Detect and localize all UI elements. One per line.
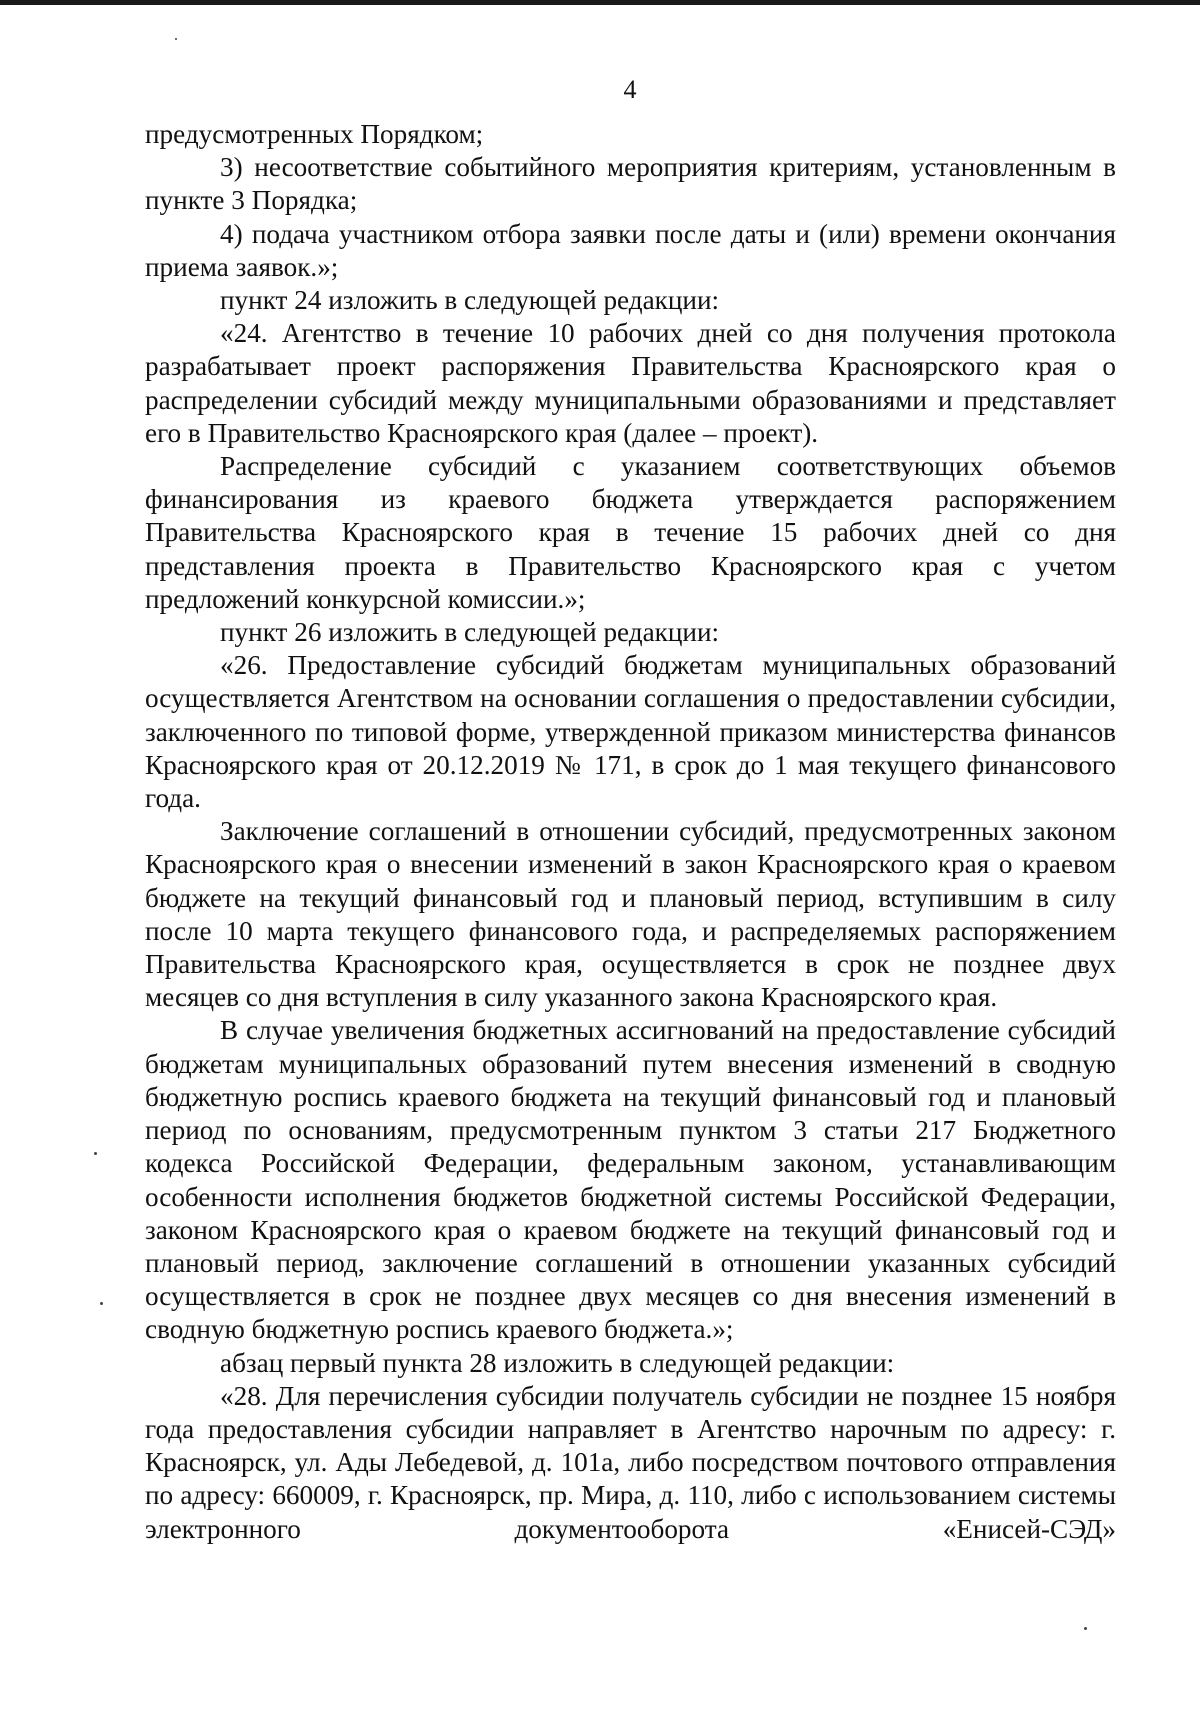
paragraph-point-28: «28. Для перечисления субсидии получатель субсидии не позднее 15 ноября года предоставления субсидии направляет в Агентство нарочным по адресу: г. Красноярск, ул. Ады Лебедевой, д. 101а, либо посредством почтового отправления по адресу: 660009, г. Красноярск, пр. Мира, д. 110, либо с использованием системы электронного документооборота «Енисей-СЭД»: [145, 1380, 1116, 1544]
paragraph-amend-24: пункт 24 изложить в следующей редакции:: [220, 285, 720, 316]
paragraph-distribution: Распределение субсидий с указанием соответствующих объемов финансирования из краевого бюджета утверждается распоряжением Правительства Красноярского края в течение 15 рабочих дней со дня представления проекта в Правительство Красноярского края с учетом предложений конкурсной комиссии.»;: [145, 451, 1116, 614]
paragraph-amend-28: абзац первый пункта 28 изложить в следующей редакции:: [220, 1347, 895, 1378]
paragraph-agreements: Заключение соглашений в отношении субсидий, предусмотренных законом Красноярского края о внесении изменений в закон Красноярского края о краевом бюджете на текущий финансовый год и плановый период, вступившим в силу после 10 марта текущего финансового года, и распределяемых распоряжением Правительства Красноярского края, осуществляется в срок не позднее двух месяцев со дня вступления в силу указанного закона Красноярского края.: [145, 816, 1116, 1013]
paragraph-continuation: предусмотренных Порядком;: [145, 119, 484, 149]
scan-speck: [100, 1302, 103, 1305]
paragraph-point-24: «24. Агентство в течение 10 рабочих дней со дня получения протокола разрабатывает проект распоряжения Правительства Красноярского края о распределении субсидий между муниципальными образованиями и представляет его в Правительство Красноярского края (далее – проект).: [145, 318, 1116, 448]
scan-top-edge: [0, 0, 1200, 5]
scan-speck: [1084, 1627, 1087, 1630]
scan-speck: [94, 1152, 97, 1155]
paragraph-budget-increase: В случае увеличения бюджетных ассигнований на предоставление субсидий бюджетам муниципальных образований путем внесения изменений в сводную бюджетную роспись краевого бюджета на текущий финансовый год и плановый период по основаниям, предусмотренным пунктом 3 статьи 217 Бюджетного кодекса Российской Федерации, федеральным законом, устанавливающим особенности исполнения бюджетов бюджетной системы Российской Федерации, законом Красноярского края о краевом бюджете на текущий финансовый год и плановый период, заключение соглашений в отношении указанных субсидий осуществляется в срок не позднее двух месяцев со дня внесения изменений в сводную бюджетную роспись краевого бюджета.»;: [145, 1015, 1116, 1345]
scan-speck: [175, 38, 177, 40]
document-body: [145, 118, 1116, 1546]
paragraph-point-26: «26. Предоставление субсидий бюджетам муниципальных образований осуществляется Агентством на основании соглашения о предоставлении субсидии, заключенного по типовой форме, утвержденной приказом министерства финансов Красноярского края от 20.12.2019 № 171, в срок до 1 мая текущего финансового года.: [145, 650, 1116, 814]
paragraph-item-4: 4) подача участником отбора заявки после даты и (или) времени окончания приема заявок.»;: [145, 218, 1116, 282]
paragraph-amend-26: пункт 26 изложить в следующей редакции:: [220, 617, 720, 648]
page-number: 4: [623, 75, 637, 104]
paragraph-item-3: 3) несоответствие событийного мероприятия критериям, установленным в пункте 3 Порядка;: [145, 152, 1116, 216]
